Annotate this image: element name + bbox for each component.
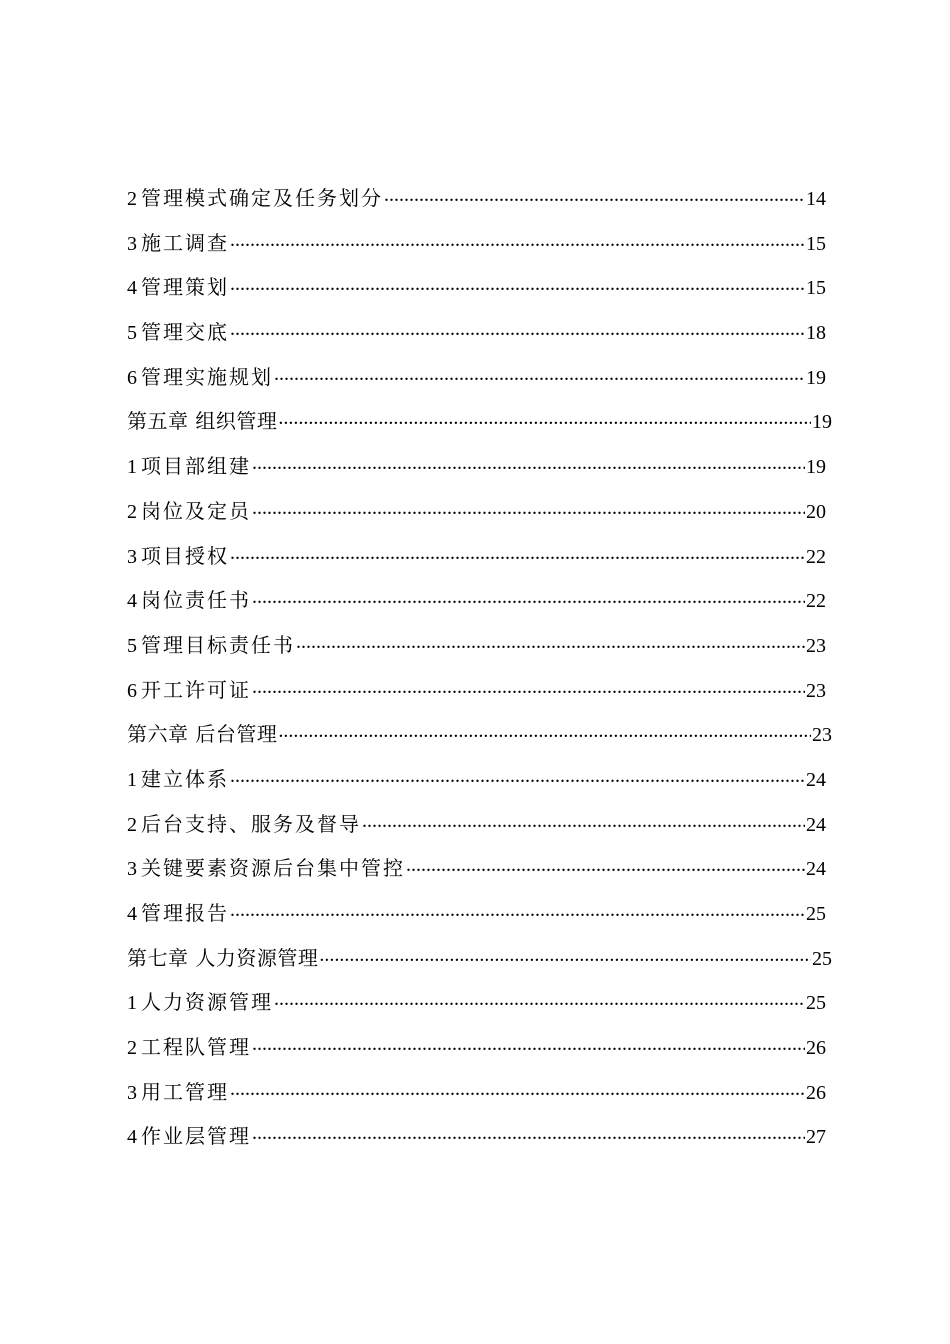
toc-entry[interactable]	[127, 575, 832, 620]
toc-page-number: 24	[806, 858, 826, 881]
toc-entry-title: 岗位责任书	[141, 588, 251, 613]
toc-dot-leader	[274, 362, 805, 384]
toc-entry-number: 3	[127, 1081, 137, 1104]
toc-entry-number: 4	[127, 903, 137, 925]
toc-entry-number: 1	[127, 456, 137, 479]
toc-page-number: 24	[806, 813, 826, 836]
toc-entry-title: 管理模式确定及任务划分	[141, 186, 383, 210]
toc-entry-number: 6	[127, 679, 137, 702]
toc-entry-number: 3	[127, 232, 137, 255]
toc-page-number: 26	[806, 1081, 826, 1104]
toc-page-number: 25	[806, 903, 826, 925]
toc-entry-title: 人力资源管理	[141, 990, 273, 1015]
toc-page-number: 26	[806, 1037, 826, 1060]
toc-entry-number: 2	[127, 813, 137, 836]
toc-entry-number: 4	[127, 277, 137, 300]
toc-entry-title: 作业层管理	[141, 1124, 251, 1149]
toc-entry[interactable]	[127, 799, 832, 844]
toc-entry-title: 项目授权	[141, 543, 229, 568]
toc-entry[interactable]	[127, 620, 832, 665]
toc-entry[interactable]	[127, 1022, 832, 1067]
toc-dot-leader	[278, 406, 811, 428]
toc-entry[interactable]	[127, 977, 832, 1022]
toc-entry-number: 6	[127, 366, 137, 389]
toc-entry-number: 4	[127, 590, 137, 613]
toc-entry-number: 5	[127, 322, 137, 345]
toc-entry-title: 开工许可证	[141, 677, 251, 702]
toc-entry-title: 项目部组建	[141, 454, 251, 479]
toc-dot-leader	[362, 809, 805, 831]
toc-dot-leader	[406, 853, 805, 875]
toc-page-number: 14	[806, 188, 826, 210]
toc-dot-leader	[252, 1032, 805, 1054]
toc-dot-leader	[384, 183, 805, 205]
toc-dot-leader	[278, 719, 811, 741]
toc-page-number: 25	[806, 992, 826, 1015]
toc-dot-leader	[230, 898, 805, 920]
toc-entry[interactable]	[127, 1111, 832, 1156]
toc-chapter-title: 第六章 后台管理	[127, 722, 278, 747]
toc-entry[interactable]	[127, 531, 832, 576]
toc-entry-title: 施工调查	[141, 230, 229, 255]
toc-entry-number: 5	[127, 634, 137, 657]
toc-dot-leader	[319, 943, 811, 965]
toc-entry-title: 管理目标责任书	[141, 632, 295, 657]
toc-entry[interactable]	[127, 486, 832, 531]
toc-page-number: 22	[806, 590, 826, 613]
toc-entry[interactable]	[127, 173, 832, 218]
toc-entry[interactable]	[127, 665, 832, 710]
toc-entry[interactable]	[127, 262, 832, 307]
toc-dot-leader	[274, 987, 805, 1009]
toc-entry[interactable]	[127, 441, 832, 486]
toc-entry[interactable]	[127, 307, 832, 352]
toc-entry-number: 3	[127, 858, 137, 881]
toc-dot-leader	[230, 764, 805, 786]
toc-entry[interactable]	[127, 754, 832, 799]
toc-page-number: 23	[806, 634, 826, 657]
toc-entry[interactable]	[127, 888, 832, 933]
toc-page-number: 25	[812, 947, 832, 970]
toc-entry-number: 1	[127, 992, 137, 1015]
toc-entry-title: 关键要素资源后台集中管控	[141, 856, 405, 881]
toc-dot-leader	[230, 272, 805, 294]
toc-entry-number: 2	[127, 500, 137, 523]
toc-dot-leader	[252, 675, 805, 697]
toc-dot-leader	[252, 451, 805, 473]
toc-chapter-title: 第五章 组织管理	[127, 409, 278, 434]
toc-dot-leader	[230, 228, 805, 250]
toc-chapter-entry[interactable]	[127, 933, 832, 978]
toc-dot-leader	[252, 1121, 805, 1143]
toc-entry-title: 建立体系	[141, 766, 229, 791]
toc-page-number: 27	[806, 1126, 826, 1149]
table-of-contents	[127, 173, 832, 1156]
toc-dot-leader	[252, 496, 805, 518]
toc-entry-title: 用工管理	[141, 1079, 229, 1104]
toc-page-number: 23	[812, 724, 832, 747]
toc-page-number: 24	[806, 768, 826, 791]
toc-dot-leader	[252, 585, 805, 607]
toc-page-number: 15	[806, 232, 826, 255]
toc-page-number: 22	[806, 545, 826, 568]
toc-entry-number: 2	[127, 188, 137, 210]
toc-page-number: 18	[806, 322, 826, 345]
toc-chapter-entry[interactable]	[127, 709, 832, 754]
toc-entry[interactable]	[127, 843, 832, 888]
toc-dot-leader	[230, 1077, 805, 1099]
toc-chapter-entry[interactable]	[127, 396, 832, 441]
toc-page-number: 23	[806, 679, 826, 702]
toc-entry-title: 管理报告	[141, 901, 229, 925]
toc-page-number: 19	[806, 456, 826, 479]
toc-entry[interactable]	[127, 218, 832, 263]
toc-entry-title: 管理策划	[141, 275, 229, 300]
toc-entry-title: 后台支持、服务及督导	[141, 811, 361, 836]
toc-dot-leader	[230, 317, 805, 339]
toc-dot-leader	[230, 541, 805, 563]
toc-entry-number: 3	[127, 545, 137, 568]
toc-entry-title: 管理交底	[141, 320, 229, 345]
toc-entry[interactable]	[127, 1067, 832, 1112]
toc-entry-number: 1	[127, 768, 137, 791]
toc-entry-number: 4	[127, 1126, 137, 1149]
toc-entry-number: 2	[127, 1037, 137, 1060]
toc-dot-leader	[296, 630, 805, 652]
toc-page-number: 19	[812, 411, 832, 434]
toc-entry-title: 工程队管理	[141, 1035, 251, 1060]
toc-entry-title: 管理实施规划	[141, 364, 273, 389]
toc-entry[interactable]	[127, 352, 832, 397]
toc-page-number: 20	[806, 500, 826, 523]
toc-page-number: 15	[806, 277, 826, 300]
toc-entry-title: 岗位及定员	[141, 498, 251, 523]
toc-page-number: 19	[806, 366, 826, 389]
toc-chapter-title: 第七章 人力资源管理	[127, 945, 319, 970]
